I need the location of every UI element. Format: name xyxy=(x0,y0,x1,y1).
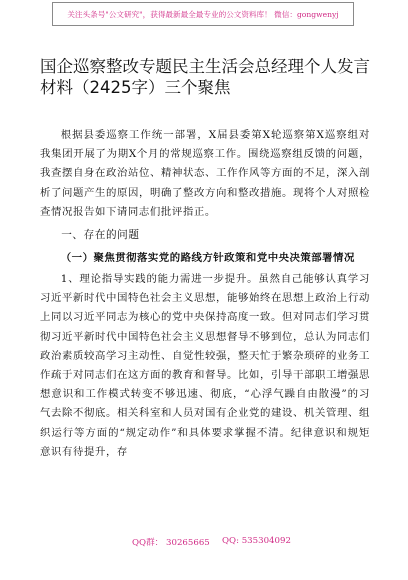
intro-paragraph: 根据县委巡察工作统一部署，X届县委第X轮巡察第X巡察组对我集团开展了为期X个月的常规巡察工作。围绕巡察组反馈的问题，我查摆自身在政治站位、精神状态、工作作风等方面的不足，深入剖析了问题产生的原因，明确了整改方向和整改措施。现将个人对照检查情况报告如下请同志们批评指正。 xyxy=(40,129,370,218)
body-paragraph: 1、理论指导实践的能力需进一步提升。虽然自己能够认真学习习近平新时代中国特色社会主义思想，能够始终在思想上政治上行动上同以习近平同志为核心的党中央保持高度一致。但对同志们学习贯彻习近平新时代中国特色社会主义思想督导不够到位，总认为同志们政治素质较高学习主动性、自觉性较强，整天忙于繁杂琐碎的业务工作疏于对同志们在这方面的教育和督导。比如，引导干部职工增强思想意识和工作模式转变不够迅速、彻底，“心浮气躁自由散漫”的习气去除不彻底。相关科室和人员对国有企业党的建设、机关管理、组织运行等方面的“规定动作”和具体要求掌握不清。纪律意识和规矩意识有待提升，存 xyxy=(40,273,370,458)
promo-banner xyxy=(52,2,354,26)
qq-group-text: QQ群： 30265665 xyxy=(132,538,210,548)
promo-banner-text: 关注头条号"公文研究"，获得最新最全最专业的公文资料库！ 微信：gongwenyj xyxy=(67,9,339,19)
document-body xyxy=(40,126,370,462)
qq-contact-text: QQ: 535304092 xyxy=(222,536,291,546)
document-title: 国企巡察整改专题民主生活会总经理个人发言材料（2425字）三个聚焦 xyxy=(40,57,370,97)
section-heading: 一、存在的问题 xyxy=(61,229,140,242)
contact-footer xyxy=(0,536,408,550)
subsection-heading: （一）聚焦贯彻落实党的路线方针政策和党中央决策部署情况 xyxy=(60,252,355,265)
